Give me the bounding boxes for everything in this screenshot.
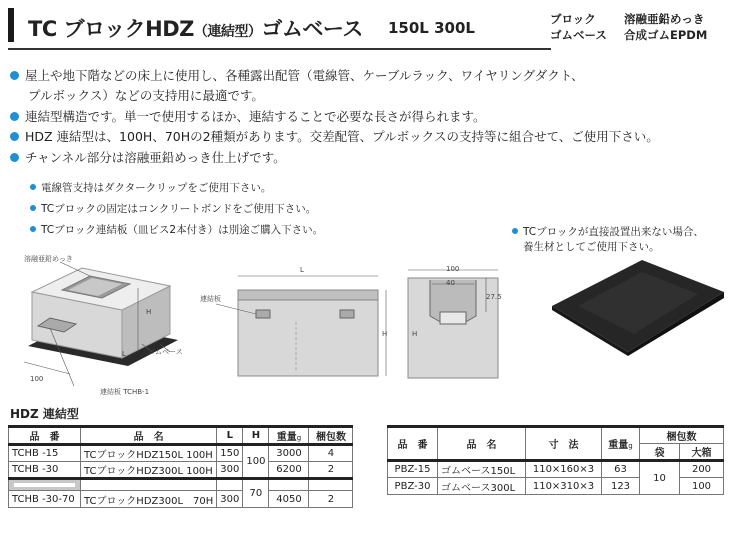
side-depth-label: 27.5: [486, 293, 502, 301]
col-header: 重量g: [602, 427, 640, 461]
cell: 4: [309, 445, 353, 462]
cell: 100: [243, 445, 269, 479]
cell: TCブロックHDZ150L 100H: [81, 445, 217, 462]
feature-bullet-continued: プルボックス）などの支持用に最適です。: [28, 88, 264, 103]
cell: 110×310×3: [526, 478, 602, 495]
note-dot-icon: [512, 228, 518, 234]
material-part-1: ブロック: [550, 12, 596, 26]
note-dot-icon: [30, 184, 36, 190]
cell: TCHB -30: [9, 462, 81, 479]
usage-note: 電線管支持はダクタークリップをご使用下さい。: [30, 180, 271, 195]
cell: 300: [217, 462, 243, 479]
table-row: [9, 445, 353, 462]
side-h-label: H: [412, 330, 418, 338]
rubber-base-label: ゴムベース: [148, 348, 183, 356]
col-header: L: [217, 427, 243, 445]
usage-note: TCブロック連結板（皿ビス2本付き）は別途ご購入下さい。: [30, 222, 323, 237]
cell: 123: [602, 478, 640, 495]
page-header: [8, 8, 727, 42]
plating-label: 溶融亜鉛めっき: [24, 255, 73, 263]
col-header: 寸 法: [526, 427, 602, 461]
material-part-2: ゴムベース: [550, 28, 607, 42]
cell: 300: [217, 491, 243, 508]
rubber-note: TCブロックが直接設置出来ない場合、: [512, 224, 704, 239]
cell: TCHB -15: [9, 445, 81, 462]
table-row: [9, 491, 353, 508]
col-header: 重量g: [269, 427, 309, 445]
table-header-row: [388, 427, 724, 444]
cell: 2: [309, 491, 353, 508]
table-header-row: [9, 427, 353, 445]
feature-bullet: 連結型構造です。単一で使用するほか、連結することで必要な長さが得られます。: [10, 107, 486, 125]
col-header: 梱包数: [309, 427, 353, 445]
header-accent-bar: [8, 8, 14, 42]
cell: 2: [309, 462, 353, 479]
material-finish-1: 溶融亜鉛めっき: [624, 12, 705, 26]
front-view-diagram: [196, 262, 396, 382]
col-header: 品 名: [81, 427, 217, 445]
cell: 150: [217, 445, 243, 462]
dim-100-label: 100: [30, 375, 44, 383]
size-variants: 150L 300L: [388, 19, 475, 37]
cell: ゴムベース300L: [438, 478, 526, 495]
header-underline: [8, 48, 551, 50]
material-finish-2: 合成ゴムEPDM: [624, 28, 708, 42]
col-header: 袋: [640, 444, 680, 461]
hdz-spec-table: [8, 425, 353, 508]
note-dot-icon: [30, 226, 36, 232]
side-width-label: 100: [446, 265, 460, 273]
dim-h-label: H: [146, 308, 152, 316]
col-header: 品 名: [438, 427, 526, 461]
feature-bullet: 屋上や地下階などの床上に使用し、各種露出配管（電線管、ケーブルラック、ワイヤリングダクト、: [10, 66, 584, 84]
col-header: 品 番: [9, 427, 81, 445]
cell: TCHB -30-70: [9, 491, 81, 508]
cell-blank: [269, 479, 309, 491]
col-header: 梱包数: [640, 427, 724, 444]
cell-blank: [309, 479, 353, 491]
front-l-label: L: [300, 266, 304, 274]
col-header: H: [243, 427, 269, 445]
cell: 63: [602, 461, 640, 478]
usage-note: TCブロックの固定はコンクリートボンドをご使用下さい。: [30, 201, 316, 216]
cell-blank: [9, 479, 81, 491]
cell-blank: [81, 479, 217, 491]
cell: PBZ-30: [388, 478, 438, 495]
rubber-base-spec-table: [387, 425, 724, 495]
rubber-note-continued: 養生材としてご使用下さい。: [523, 241, 660, 253]
rubber-base-image: [548, 256, 726, 356]
cell: ゴムベース150L: [438, 461, 526, 478]
cell: TCブロックHDZ300L 100H: [81, 462, 217, 479]
dim-l-label: L: [122, 350, 126, 358]
col-header: 品 番: [388, 427, 438, 461]
bullet-dot-icon: [10, 132, 19, 141]
side-inner-label: 40: [446, 279, 455, 287]
bullet-dot-icon: [10, 112, 19, 121]
cell-blank: [217, 479, 243, 491]
bullet-dot-icon: [10, 71, 19, 80]
table-row: [9, 479, 353, 491]
cell: 110×160×3: [526, 461, 602, 478]
bullet-dot-icon: [10, 153, 19, 162]
cell: 70: [243, 479, 269, 508]
cell: 3000: [269, 445, 309, 462]
cell: 4050: [269, 491, 309, 508]
cell: 200: [680, 461, 724, 478]
feature-bullet: チャンネル部分は溶融亜鉛めっき仕上げです。: [10, 148, 286, 166]
cell: 10: [640, 461, 680, 495]
cell: 100: [680, 478, 724, 495]
table-row: [9, 462, 353, 479]
cell: PBZ-15: [388, 461, 438, 478]
joint-plate-label: 連結板 TCHB-1: [100, 388, 150, 396]
feature-bullet: HDZ 連結型は、100H、70Hの2種類があります。交差配管、プルボックスの支持等に組合せて、ご使用下さい。: [10, 127, 659, 145]
cell: TCブロックHDZ300L 70H: [81, 491, 217, 508]
table1-title: HDZ 連結型: [10, 407, 79, 421]
cell: 6200: [269, 462, 309, 479]
page-title: TC ブロックHDZ（連結型）ゴムベース: [28, 17, 363, 41]
col-header: 大箱: [680, 444, 724, 461]
joint-label: 連結板: [200, 295, 221, 303]
table-row: [388, 461, 724, 478]
note-dot-icon: [30, 205, 36, 211]
front-h-label: H: [382, 330, 388, 338]
